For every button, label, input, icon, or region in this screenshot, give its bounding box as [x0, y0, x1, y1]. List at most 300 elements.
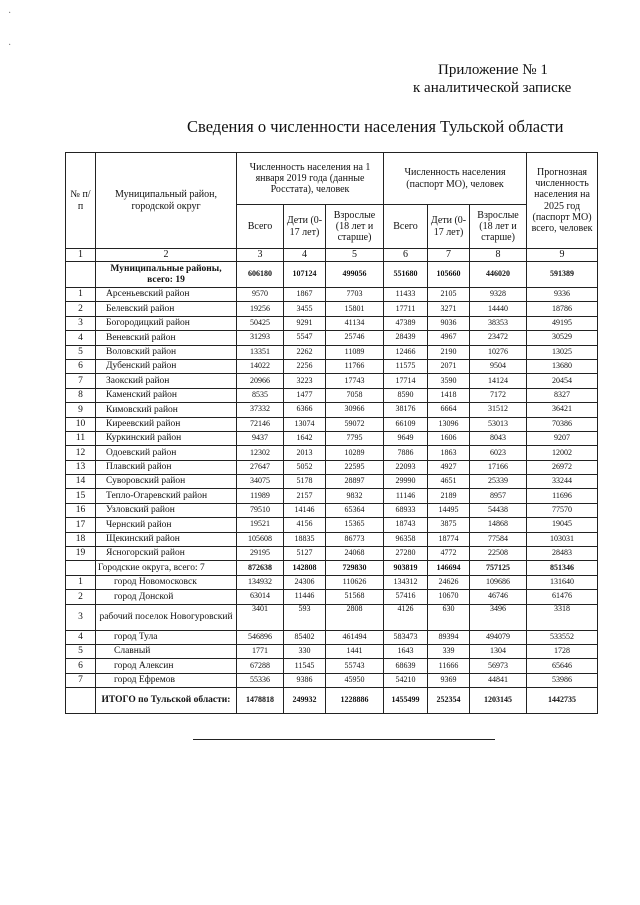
row-name: Веневский район	[96, 331, 237, 345]
value-cell: 11989	[237, 489, 284, 503]
value-cell: 11696	[527, 489, 598, 503]
table-row	[66, 489, 598, 503]
value-cell: 9336	[527, 288, 598, 302]
value-cell: 28897	[326, 475, 384, 489]
value-cell: 461494	[326, 630, 384, 644]
value-cell: 4651	[428, 475, 470, 489]
value-cell: 19045	[527, 518, 598, 532]
value-cell: 10670	[428, 590, 470, 604]
value-cell: 14440	[470, 302, 527, 316]
value-cell: 729830	[326, 561, 384, 575]
row-name: рабочий поселок Новогуровский	[96, 604, 237, 630]
value-cell: 131640	[527, 575, 598, 589]
value-cell: 1867	[284, 288, 326, 302]
value-cell: 38353	[470, 316, 527, 330]
value-cell: 583473	[384, 630, 428, 644]
value-cell: 1442735	[527, 688, 598, 714]
value-cell: 11433	[384, 288, 428, 302]
value-cell: 24068	[326, 547, 384, 561]
value-cell: 55336	[237, 673, 284, 687]
value-cell: 11575	[384, 359, 428, 373]
row-name: город Алексин	[96, 659, 237, 673]
value-cell: 44841	[470, 673, 527, 687]
value-cell: 37332	[237, 403, 284, 417]
value-cell: 8043	[470, 431, 527, 445]
column-index: 1	[66, 249, 96, 262]
appendix-number: Приложение № 1	[438, 62, 548, 78]
column-index: 7	[428, 249, 470, 262]
value-cell: 26972	[527, 460, 598, 474]
value-cell: 1643	[384, 644, 428, 658]
row-number: 12	[66, 446, 96, 460]
value-cell: 9036	[428, 316, 470, 330]
row-name: Одоевский район	[96, 446, 237, 460]
value-cell: 551680	[384, 262, 428, 288]
value-cell: 9386	[284, 673, 326, 687]
value-cell: 105608	[237, 532, 284, 546]
column-header-name: Муниципальный район, городской округ	[96, 153, 237, 249]
value-cell: 19256	[237, 302, 284, 316]
value-cell: 11146	[384, 489, 428, 503]
value-cell: 20966	[237, 374, 284, 388]
table-row	[66, 431, 598, 445]
scan-mark: ·	[8, 8, 12, 19]
scan-mark: ·	[8, 40, 12, 51]
value-cell: 17166	[470, 460, 527, 474]
value-cell: 14868	[470, 518, 527, 532]
value-cell: 3401	[237, 604, 284, 630]
value-cell: 27647	[237, 460, 284, 474]
value-cell: 1771	[237, 644, 284, 658]
table-row	[66, 403, 598, 417]
value-cell: 1203145	[470, 688, 527, 714]
column-index: 9	[527, 249, 598, 262]
value-cell: 14146	[284, 503, 326, 517]
value-cell: 109686	[470, 575, 527, 589]
value-cell: 24626	[428, 575, 470, 589]
table-row	[66, 644, 598, 658]
table-row	[66, 532, 598, 546]
value-cell: 4156	[284, 518, 326, 532]
table-row	[66, 659, 598, 673]
value-cell: 546896	[237, 630, 284, 644]
value-cell: 2262	[284, 345, 326, 359]
value-cell: 57416	[384, 590, 428, 604]
value-cell: 3223	[284, 374, 326, 388]
table-row	[66, 446, 598, 460]
value-cell: 66109	[384, 417, 428, 431]
value-cell: 134312	[384, 575, 428, 589]
value-cell: 146694	[428, 561, 470, 575]
value-cell: 25746	[326, 331, 384, 345]
column-index: 3	[237, 249, 284, 262]
value-cell: 11446	[284, 590, 326, 604]
value-cell: 7172	[470, 388, 527, 402]
value-cell: 17711	[384, 302, 428, 316]
value-cell: 12002	[527, 446, 598, 460]
value-cell: 13351	[237, 345, 284, 359]
value-cell: 29195	[237, 547, 284, 561]
value-cell: 591389	[527, 262, 598, 288]
value-cell: 12466	[384, 345, 428, 359]
value-cell: 6023	[470, 446, 527, 460]
value-cell: 14124	[470, 374, 527, 388]
value-cell: 19521	[237, 518, 284, 532]
row-number: 6	[66, 659, 96, 673]
value-cell: 17743	[326, 374, 384, 388]
value-cell: 499056	[326, 262, 384, 288]
grand-total-label: ИТОГО по Тульской области:	[96, 688, 237, 714]
value-cell: 18774	[428, 532, 470, 546]
value-cell: 72146	[237, 417, 284, 431]
row-name: Суворовский район	[96, 475, 237, 489]
value-cell: 79510	[237, 503, 284, 517]
value-cell: 77584	[470, 532, 527, 546]
value-cell: 2808	[326, 604, 384, 630]
table-row	[66, 673, 598, 687]
value-cell: 53986	[527, 673, 598, 687]
value-cell: 10289	[326, 446, 384, 460]
row-name: Чернский район	[96, 518, 237, 532]
value-cell: 33244	[527, 475, 598, 489]
value-cell: 77570	[527, 503, 598, 517]
value-cell: 107124	[284, 262, 326, 288]
value-cell: 28439	[384, 331, 428, 345]
value-cell: 22093	[384, 460, 428, 474]
row-number: 2	[66, 590, 96, 604]
value-cell: 1642	[284, 431, 326, 445]
row-number: 17	[66, 518, 96, 532]
value-cell: 4126	[384, 604, 428, 630]
row-number: 4	[66, 630, 96, 644]
value-cell: 2013	[284, 446, 326, 460]
table-row	[66, 331, 598, 345]
value-cell: 54210	[384, 673, 428, 687]
value-cell: 3271	[428, 302, 470, 316]
value-cell: 70386	[527, 417, 598, 431]
section-row-districts	[66, 262, 598, 288]
value-cell: 249932	[284, 688, 326, 714]
column-header-adults: Взрослые (18 лет и старше)	[326, 205, 384, 249]
value-cell: 1478818	[237, 688, 284, 714]
table-row	[66, 590, 598, 604]
population-table	[65, 152, 598, 714]
value-cell: 61476	[527, 590, 598, 604]
table-row	[66, 388, 598, 402]
column-index: 5	[326, 249, 384, 262]
value-cell: 55743	[326, 659, 384, 673]
number-cell	[66, 561, 96, 575]
value-cell: 54438	[470, 503, 527, 517]
value-cell: 30966	[326, 403, 384, 417]
column-index: 4	[284, 249, 326, 262]
value-cell: 11089	[326, 345, 384, 359]
value-cell: 1228886	[326, 688, 384, 714]
table-row	[66, 359, 598, 373]
value-cell: 5547	[284, 331, 326, 345]
value-cell: 757125	[470, 561, 527, 575]
column-index: 6	[384, 249, 428, 262]
value-cell: 47389	[384, 316, 428, 330]
table-row	[66, 547, 598, 561]
number-cell	[66, 688, 96, 714]
value-cell: 18786	[527, 302, 598, 316]
value-cell: 46746	[470, 590, 527, 604]
value-cell: 446020	[470, 262, 527, 288]
value-cell: 13074	[284, 417, 326, 431]
value-cell: 606180	[237, 262, 284, 288]
row-name: Ясногорский район	[96, 547, 237, 561]
value-cell: 1441	[326, 644, 384, 658]
value-cell: 6366	[284, 403, 326, 417]
value-cell: 67288	[237, 659, 284, 673]
column-header-adults: Взрослые (18 лет и старше)	[470, 205, 527, 249]
value-cell: 110626	[326, 575, 384, 589]
row-number: 9	[66, 403, 96, 417]
row-name: Славный	[96, 644, 237, 658]
value-cell: 63014	[237, 590, 284, 604]
value-cell: 4967	[428, 331, 470, 345]
value-cell: 14495	[428, 503, 470, 517]
table-row	[66, 475, 598, 489]
table-row	[66, 316, 598, 330]
value-cell: 3455	[284, 302, 326, 316]
value-cell: 5178	[284, 475, 326, 489]
row-number: 7	[66, 374, 96, 388]
row-number: 6	[66, 359, 96, 373]
value-cell: 10276	[470, 345, 527, 359]
value-cell: 18835	[284, 532, 326, 546]
column-header-children: Дети (0-17 лет)	[284, 205, 326, 249]
value-cell: 2190	[428, 345, 470, 359]
column-index-row	[66, 249, 598, 262]
footer-divider	[193, 739, 495, 740]
table-row	[66, 345, 598, 359]
value-cell: 11766	[326, 359, 384, 373]
value-cell: 2071	[428, 359, 470, 373]
value-cell: 103031	[527, 532, 598, 546]
row-name: Каменский район	[96, 388, 237, 402]
value-cell: 9369	[428, 673, 470, 687]
row-name: город Донской	[96, 590, 237, 604]
value-cell: 1728	[527, 644, 598, 658]
row-name: город Ефремов	[96, 673, 237, 687]
row-number: 11	[66, 431, 96, 445]
value-cell: 105660	[428, 262, 470, 288]
value-cell: 9649	[384, 431, 428, 445]
value-cell: 36421	[527, 403, 598, 417]
row-name: Белевский район	[96, 302, 237, 316]
value-cell: 14022	[237, 359, 284, 373]
value-cell: 9570	[237, 288, 284, 302]
row-name: город Тула	[96, 630, 237, 644]
value-cell: 41134	[326, 316, 384, 330]
value-cell: 630	[428, 604, 470, 630]
column-header-children: Дети (0-17 лет)	[428, 205, 470, 249]
value-cell: 134932	[237, 575, 284, 589]
row-number: 13	[66, 460, 96, 474]
value-cell: 3875	[428, 518, 470, 532]
value-cell: 5052	[284, 460, 326, 474]
row-name: Заокский район	[96, 374, 237, 388]
table-row	[66, 503, 598, 517]
value-cell: 85402	[284, 630, 326, 644]
column-header-total: Всего	[384, 205, 428, 249]
value-cell: 13096	[428, 417, 470, 431]
row-number: 19	[66, 547, 96, 561]
value-cell: 6664	[428, 403, 470, 417]
value-cell: 15801	[326, 302, 384, 316]
value-cell: 31293	[237, 331, 284, 345]
value-cell: 13680	[527, 359, 598, 373]
value-cell: 5127	[284, 547, 326, 561]
value-cell: 339	[428, 644, 470, 658]
row-number: 8	[66, 388, 96, 402]
table-row	[66, 575, 598, 589]
value-cell: 3318	[527, 604, 598, 630]
value-cell: 56973	[470, 659, 527, 673]
table-row	[66, 518, 598, 532]
row-number: 7	[66, 673, 96, 687]
value-cell: 9291	[284, 316, 326, 330]
row-number: 3	[66, 604, 96, 630]
table-row	[66, 374, 598, 388]
column-index: 8	[470, 249, 527, 262]
value-cell: 593	[284, 604, 326, 630]
value-cell: 9504	[470, 359, 527, 373]
value-cell: 1863	[428, 446, 470, 460]
value-cell: 96358	[384, 532, 428, 546]
table-row	[66, 604, 598, 630]
value-cell: 65646	[527, 659, 598, 673]
value-cell: 872638	[237, 561, 284, 575]
value-cell: 1477	[284, 388, 326, 402]
value-cell: 9832	[326, 489, 384, 503]
value-cell: 59072	[326, 417, 384, 431]
row-number: 18	[66, 532, 96, 546]
value-cell: 51568	[326, 590, 384, 604]
table-row	[66, 288, 598, 302]
value-cell: 1304	[470, 644, 527, 658]
group-header-passport: Численность населения (паспорт МО), человек	[384, 153, 527, 205]
value-cell: 3496	[470, 604, 527, 630]
row-number: 4	[66, 331, 96, 345]
value-cell: 38176	[384, 403, 428, 417]
row-name: Куркинский район	[96, 431, 237, 445]
value-cell: 8590	[384, 388, 428, 402]
row-name: Тепло-Огаревский район	[96, 489, 237, 503]
row-number: 1	[66, 575, 96, 589]
row-name: Воловский район	[96, 345, 237, 359]
value-cell: 20454	[527, 374, 598, 388]
row-number: 5	[66, 644, 96, 658]
value-cell: 7795	[326, 431, 384, 445]
value-cell: 31512	[470, 403, 527, 417]
value-cell: 45950	[326, 673, 384, 687]
row-name: Арсеньевский район	[96, 288, 237, 302]
number-cell	[66, 262, 96, 288]
value-cell: 4927	[428, 460, 470, 474]
row-number: 1	[66, 288, 96, 302]
value-cell: 34075	[237, 475, 284, 489]
value-cell: 49195	[527, 316, 598, 330]
value-cell: 27280	[384, 547, 428, 561]
value-cell: 30529	[527, 331, 598, 345]
row-name: Дубенский район	[96, 359, 237, 373]
value-cell: 252354	[428, 688, 470, 714]
value-cell: 18743	[384, 518, 428, 532]
column-header-forecast: Прогнозная численность населения на 2025 год (паспорт МО) всего, человек	[527, 153, 598, 249]
value-cell: 65364	[326, 503, 384, 517]
value-cell: 68639	[384, 659, 428, 673]
value-cell: 29990	[384, 475, 428, 489]
appendix-reference: к аналитической записке	[413, 80, 572, 96]
value-cell: 9437	[237, 431, 284, 445]
section-label: Городские округа, всего: 7	[96, 561, 237, 575]
row-name: город Новомосковск	[96, 575, 237, 589]
value-cell: 11545	[284, 659, 326, 673]
value-cell: 86773	[326, 532, 384, 546]
value-cell: 25339	[470, 475, 527, 489]
value-cell: 2189	[428, 489, 470, 503]
value-cell: 11666	[428, 659, 470, 673]
value-cell: 22508	[470, 547, 527, 561]
row-number: 3	[66, 316, 96, 330]
value-cell: 15365	[326, 518, 384, 532]
value-cell: 7703	[326, 288, 384, 302]
value-cell: 89394	[428, 630, 470, 644]
row-number: 10	[66, 417, 96, 431]
row-name: Щекинский район	[96, 532, 237, 546]
value-cell: 4772	[428, 547, 470, 561]
value-cell: 23472	[470, 331, 527, 345]
column-index: 2	[96, 249, 237, 262]
value-cell: 8327	[527, 388, 598, 402]
value-cell: 9207	[527, 431, 598, 445]
value-cell: 17714	[384, 374, 428, 388]
value-cell: 1418	[428, 388, 470, 402]
value-cell: 7058	[326, 388, 384, 402]
value-cell: 851346	[527, 561, 598, 575]
value-cell: 3590	[428, 374, 470, 388]
row-number: 15	[66, 489, 96, 503]
row-name: Кимовский район	[96, 403, 237, 417]
row-name: Узловский район	[96, 503, 237, 517]
table-row	[66, 630, 598, 644]
value-cell: 12302	[237, 446, 284, 460]
value-cell: 903819	[384, 561, 428, 575]
table-row	[66, 460, 598, 474]
row-number: 16	[66, 503, 96, 517]
value-cell: 330	[284, 644, 326, 658]
row-name: Плавский район	[96, 460, 237, 474]
row-name: Киреевский район	[96, 417, 237, 431]
value-cell: 2157	[284, 489, 326, 503]
value-cell: 22595	[326, 460, 384, 474]
value-cell: 533552	[527, 630, 598, 644]
column-header-total: Всего	[237, 205, 284, 249]
row-number: 14	[66, 475, 96, 489]
section-row-cities	[66, 561, 598, 575]
section-label: Муниципальные районы, всего: 19	[96, 262, 237, 288]
value-cell: 68933	[384, 503, 428, 517]
table-row	[66, 417, 598, 431]
value-cell: 9328	[470, 288, 527, 302]
value-cell: 8535	[237, 388, 284, 402]
value-cell: 24306	[284, 575, 326, 589]
table-row	[66, 302, 598, 316]
value-cell: 2256	[284, 359, 326, 373]
